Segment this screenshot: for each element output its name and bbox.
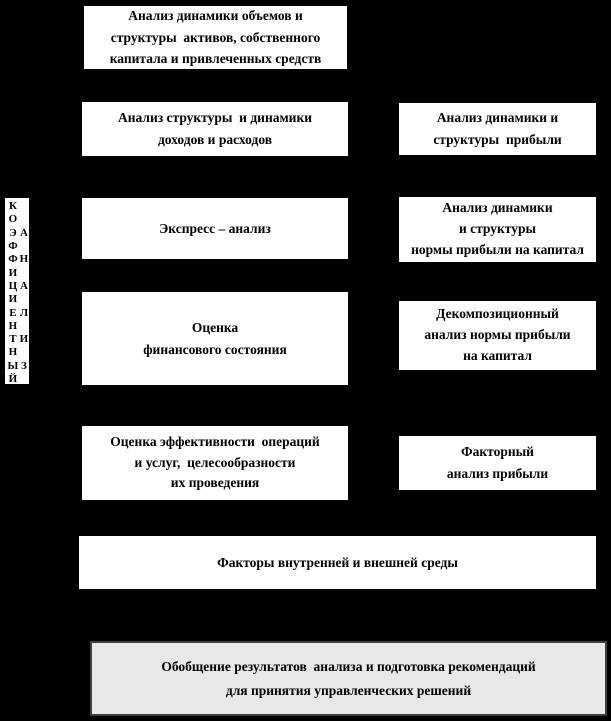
- side-letter-sub: А: [19, 226, 28, 239]
- side-letter-row: [7, 333, 29, 346]
- box-line: анализ прибыли: [446, 466, 549, 481]
- box-line: их проведения: [170, 475, 260, 491]
- box-profit-rate-dynamics: [397, 195, 598, 264]
- box-line: Анализ динамики объемов и: [128, 8, 303, 24]
- box-line: Оценка эффективности операций: [110, 433, 320, 449]
- side-letter-main: Ф: [8, 253, 18, 266]
- box-line: на капитал: [463, 347, 532, 363]
- box-assets-dynamics-analysis: [82, 4, 349, 71]
- side-letter-main: Ф: [8, 240, 18, 253]
- box-operations-efficiency-assessment: [80, 424, 350, 502]
- side-letter-main: Е: [9, 306, 17, 319]
- side-letter-row: [7, 240, 29, 253]
- box-environment-factors: [77, 534, 598, 591]
- box-line: капитала и привлеченных средств: [109, 51, 322, 67]
- box-express-analysis: [80, 196, 350, 261]
- box-line: финансового состояния: [143, 341, 287, 357]
- side-letter-main: О: [8, 213, 18, 226]
- box-line: Факторы внутренней и внешней среды: [217, 554, 458, 570]
- side-letter-row: [7, 227, 29, 240]
- side-letter-sub: Л: [19, 306, 29, 319]
- side-letter-main: Н: [8, 319, 18, 332]
- side-letter-row: [7, 360, 29, 373]
- box-profit-dynamics-structure: [397, 101, 598, 157]
- side-letter-main: И: [8, 293, 18, 306]
- box-line: доходов и расходов: [157, 132, 273, 147]
- box-decomposition-analysis: [397, 299, 598, 372]
- box-line: Оценка: [191, 319, 239, 335]
- side-letter-sub: Н: [19, 253, 29, 266]
- box-line: Декомпозиционный: [436, 306, 559, 322]
- box-line: Анализ динамики: [442, 200, 553, 216]
- side-letter-main: Ц: [8, 279, 18, 292]
- side-letter-main: К: [8, 200, 17, 213]
- box-income-expense-analysis: [80, 100, 350, 158]
- side-letter-row: [7, 306, 29, 319]
- side-letter-row: [7, 346, 29, 359]
- box-factor-profit-analysis: [397, 434, 598, 492]
- side-letter-main: И: [8, 266, 18, 279]
- side-letter-row: [7, 253, 29, 266]
- side-label-coefficient-analysis: [3, 196, 31, 386]
- side-letter-main: Ы: [7, 359, 19, 372]
- box-line: нормы прибыли на капитал: [411, 241, 584, 257]
- side-letter-sub: И: [19, 333, 29, 346]
- box-line: и структуры: [458, 221, 537, 237]
- side-letter-row: [7, 213, 29, 226]
- side-letter-row: [7, 373, 29, 386]
- side-letter-sub: З: [21, 359, 27, 372]
- side-letter-row: [7, 293, 29, 306]
- box-line: Факторный: [461, 444, 534, 460]
- side-letter-main: Э: [9, 226, 17, 239]
- box-line: Анализ динамики и: [436, 110, 559, 126]
- box-line: Анализ структуры и динамики: [117, 110, 313, 126]
- side-letter-row: [7, 280, 29, 293]
- side-letter-sub: А: [19, 279, 28, 292]
- box-line: и услуг, целесообразности: [134, 454, 296, 470]
- box-line: Экспресс – анализ: [159, 220, 271, 236]
- box-line: структуры прибыли: [433, 132, 562, 147]
- box-line: Обобщение результатов анализа и подготовка рекомендаций: [161, 658, 536, 674]
- side-letter-row: [7, 266, 29, 279]
- box-summary-recommendations: [90, 641, 607, 716]
- side-letter-main: Й: [8, 373, 18, 385]
- side-letter-main: Н: [8, 346, 18, 359]
- box-line: для принятия управленческих решений: [225, 682, 472, 698]
- box-line: структуры активов, собственного: [110, 29, 321, 45]
- side-letter-main: Т: [9, 333, 17, 346]
- box-line: анализ нормы прибыли: [424, 327, 571, 343]
- side-letter-row: [7, 200, 29, 213]
- side-letter-row: [7, 320, 29, 333]
- box-financial-state-assessment: [80, 290, 350, 387]
